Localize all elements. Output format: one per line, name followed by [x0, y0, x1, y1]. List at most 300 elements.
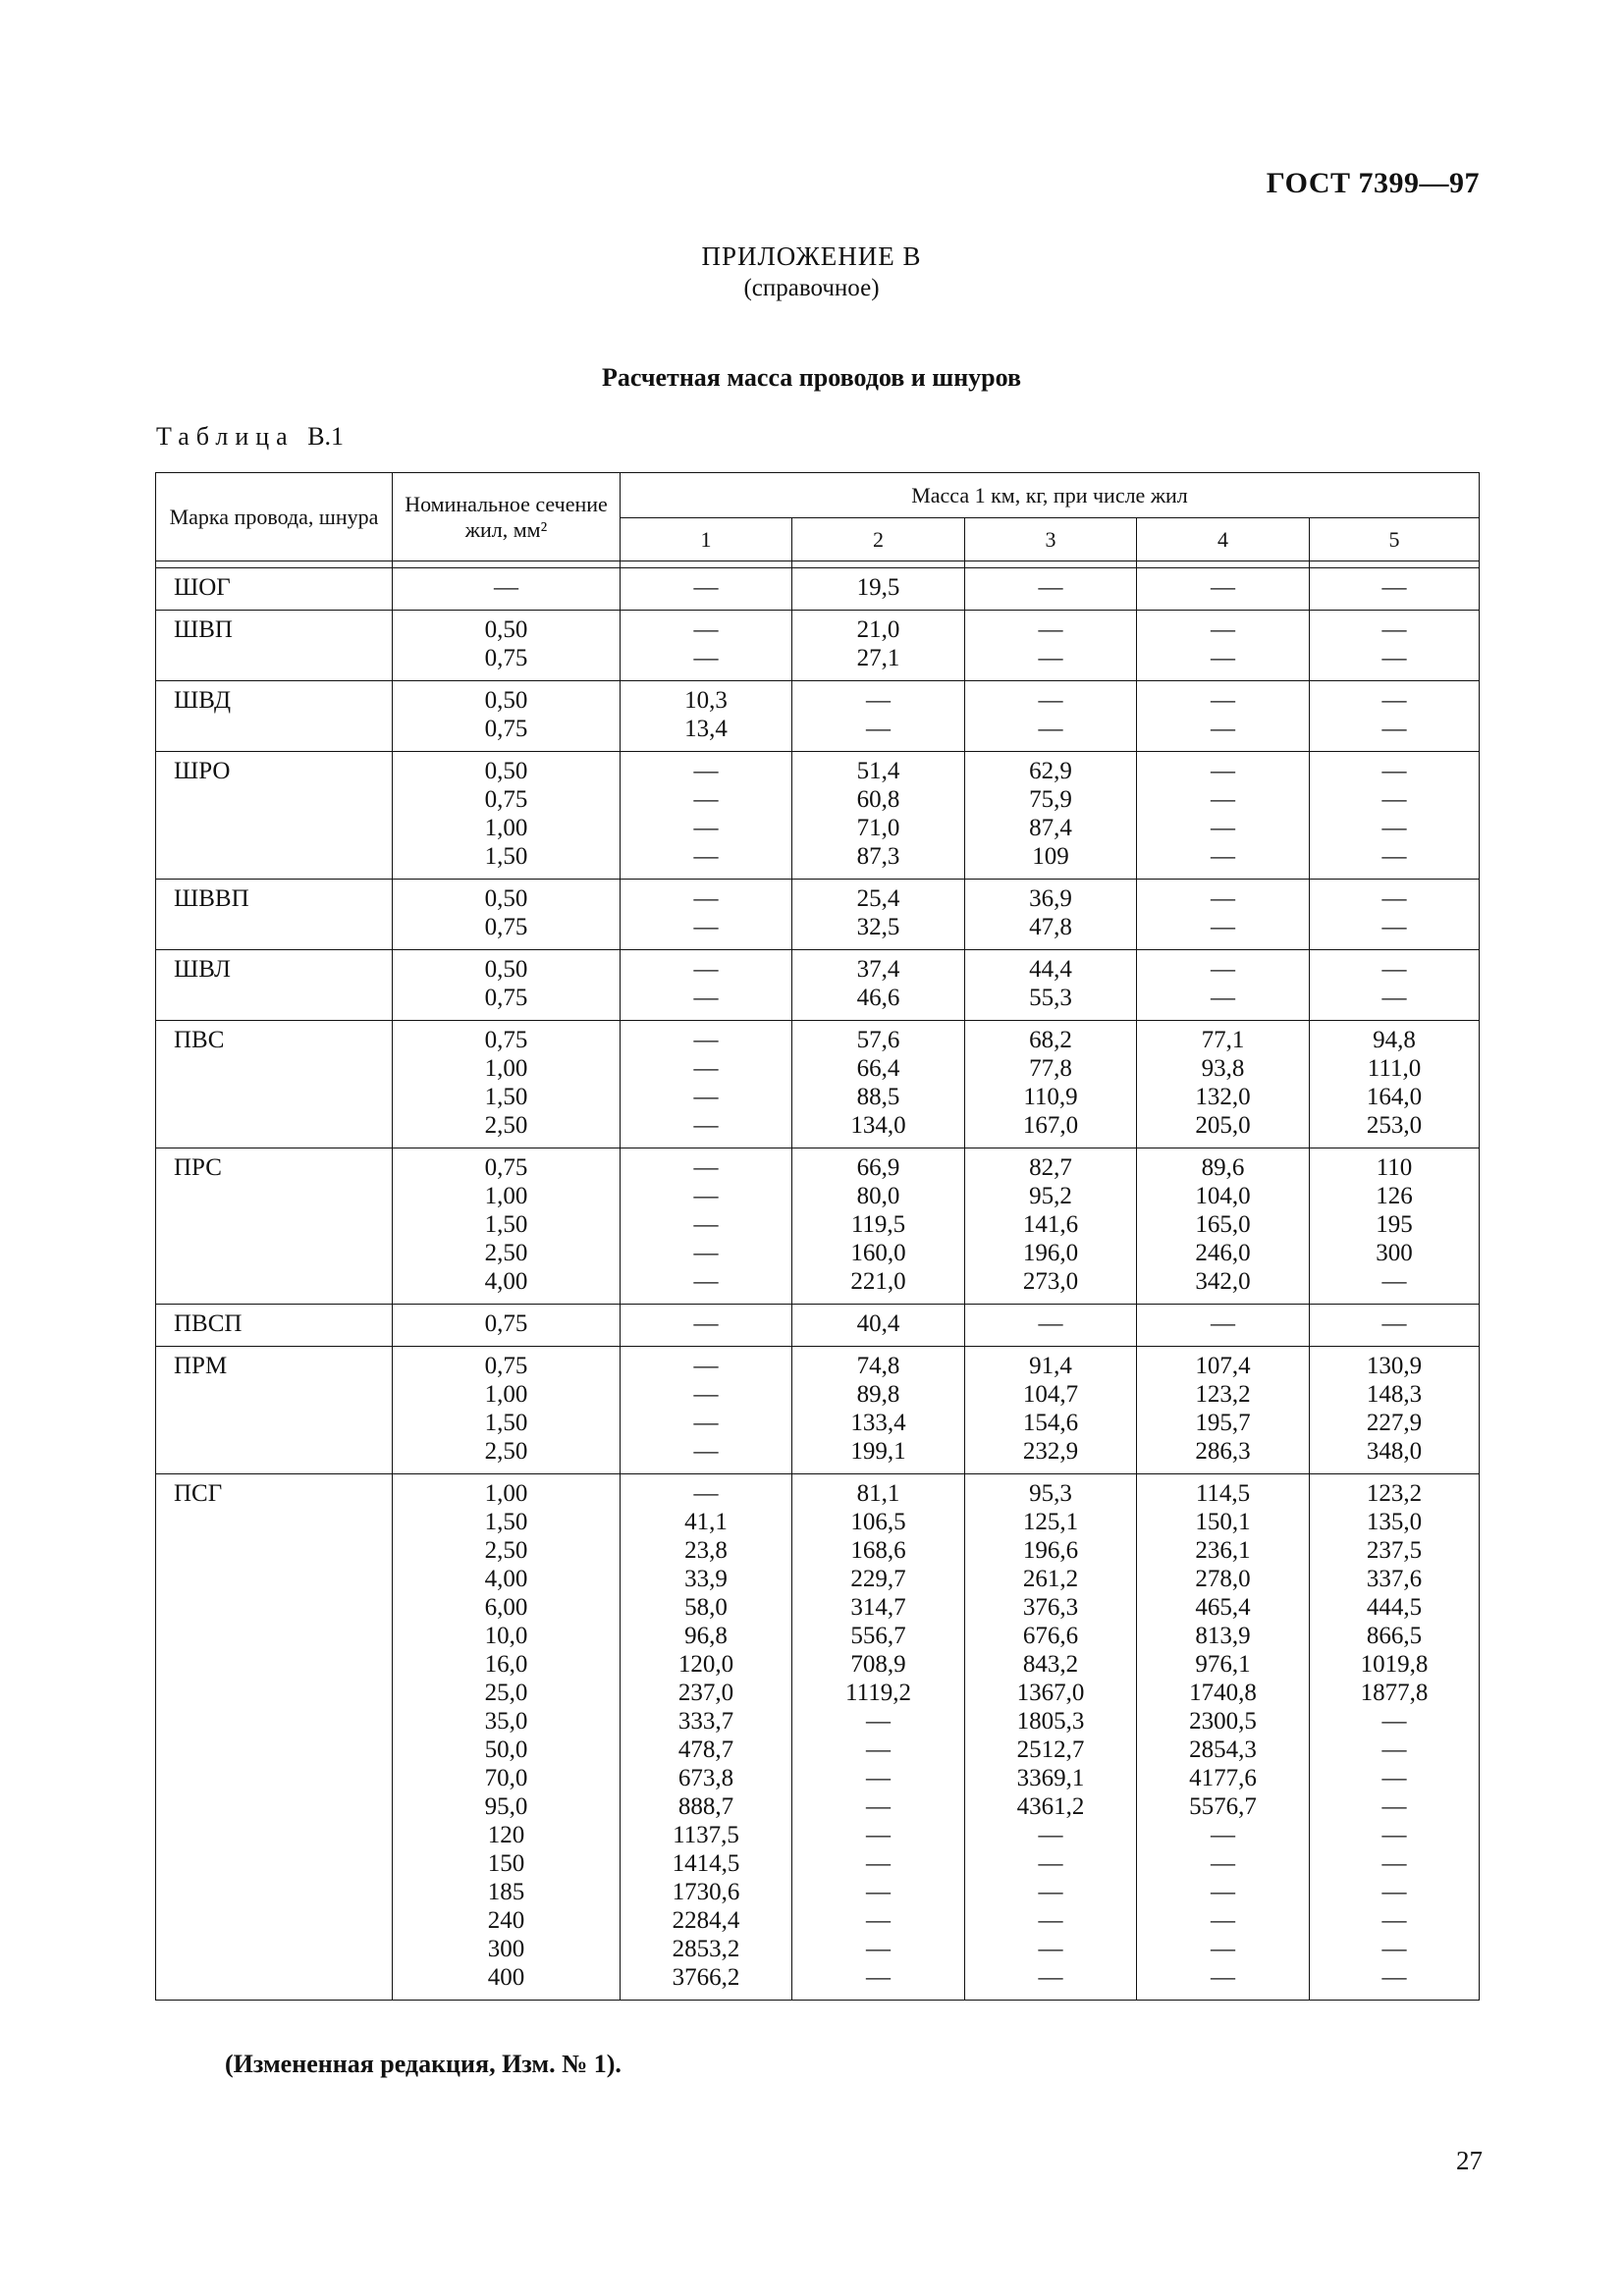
mass-value: 342,0 — [1195, 1268, 1251, 1295]
section-value: 0,75 — [484, 1353, 528, 1379]
mass-cell-c4 — [1137, 611, 1310, 681]
section-value: 1,50 — [484, 1410, 528, 1436]
mass-value: 888,7 — [677, 1793, 734, 1820]
mass-value: — — [1038, 1310, 1063, 1337]
section-cell — [393, 880, 621, 950]
mass-value: — — [1381, 1268, 1407, 1295]
mass-cell-c3 — [965, 1305, 1137, 1347]
mass-value: 94,8 — [1373, 1027, 1416, 1053]
mass-cell-c5 — [1310, 1021, 1480, 1148]
mass-value: 19,5 — [856, 574, 900, 601]
mass-cell-c1 — [621, 681, 792, 752]
mass-value: 27,1 — [856, 645, 900, 671]
mass-value: — — [1038, 1879, 1063, 1905]
mass-value: — — [1211, 1822, 1235, 1848]
section-value: 0,50 — [484, 758, 528, 784]
section-cell — [393, 1474, 621, 2001]
mass-value: — — [1038, 1964, 1063, 1991]
mass-value: — — [693, 1112, 719, 1139]
brand-cell: ПСГ — [156, 1474, 393, 2001]
table-row — [156, 880, 1480, 950]
mass-value: — — [866, 716, 891, 742]
section-value: 240 — [487, 1907, 525, 1934]
table-row — [156, 752, 1480, 880]
section-value: 6,00 — [484, 1594, 528, 1621]
brand-cell: ПРС — [156, 1148, 393, 1305]
mass-value: 4177,6 — [1189, 1765, 1257, 1791]
mass-cell-c1 — [621, 1305, 792, 1347]
mass-value: 55,3 — [1029, 985, 1072, 1011]
mass-value: — — [1211, 758, 1235, 784]
section-value: 1,50 — [484, 843, 528, 870]
mass-value: 843,2 — [1022, 1651, 1079, 1678]
mass-cell-c2 — [792, 568, 965, 611]
gap-cell — [965, 561, 1137, 568]
section-value: 1,00 — [484, 815, 528, 841]
mass-value: — — [1038, 716, 1063, 742]
mass-cell-c1 — [621, 568, 792, 611]
section-value: 150 — [487, 1850, 525, 1877]
mass-value: — — [693, 885, 719, 912]
table-caption-label: Таблица — [156, 422, 295, 451]
gap-cell — [1137, 561, 1310, 568]
gap-cell — [792, 561, 965, 568]
mass-value: 62,9 — [1029, 758, 1072, 784]
mass-cell-c3 — [965, 681, 1137, 752]
mass-value: — — [866, 1793, 891, 1820]
mass-cell-c4 — [1137, 1347, 1310, 1474]
mass-value: 123,2 — [1195, 1381, 1251, 1408]
mass-value: 134,0 — [850, 1112, 906, 1139]
mass-value: 300 — [1376, 1240, 1413, 1266]
mass-value: — — [1381, 914, 1407, 940]
mass-value: 95,2 — [1029, 1183, 1072, 1209]
mass-value: 227,9 — [1366, 1410, 1423, 1436]
mass-value: 125,1 — [1022, 1509, 1079, 1535]
mass-value: 2300,5 — [1189, 1708, 1257, 1735]
section-cell — [393, 752, 621, 880]
mass-value: — — [1381, 956, 1407, 983]
mass-value: 33,9 — [684, 1566, 728, 1592]
mass-cell-c2 — [792, 1347, 965, 1474]
page-number: 27 — [1456, 2146, 1483, 2175]
mass-value: 58,0 — [684, 1594, 728, 1621]
mass-value: — — [1381, 1736, 1407, 1763]
mass-value: 1877,8 — [1360, 1680, 1429, 1706]
mass-value: 278,0 — [1195, 1566, 1251, 1592]
mass-value: 71,0 — [856, 815, 900, 841]
gap-cell — [156, 561, 393, 568]
section-value: 0,50 — [484, 687, 528, 714]
section-value: 1,50 — [484, 1211, 528, 1238]
mass-value: 104,0 — [1195, 1183, 1251, 1209]
section-value: 185 — [487, 1879, 525, 1905]
mass-value: — — [1038, 1936, 1063, 1962]
mass-value: — — [1211, 716, 1235, 742]
mass-value: 40,4 — [856, 1310, 900, 1337]
mass-value: 110,9 — [1023, 1084, 1078, 1110]
mass-value: 221,0 — [850, 1268, 906, 1295]
mass-value: — — [1381, 616, 1407, 643]
mass-value: — — [1211, 815, 1235, 841]
mass-value: — — [1381, 1765, 1407, 1791]
mass-value: — — [1381, 1793, 1407, 1820]
mass-value: 23,8 — [684, 1537, 728, 1564]
mass-value: 229,7 — [850, 1566, 906, 1592]
header-brand: Марка провода, шнура — [156, 473, 393, 561]
mass-value: 813,9 — [1195, 1623, 1251, 1649]
section-value: 120 — [487, 1822, 525, 1848]
table-row — [156, 1474, 1480, 2001]
mass-cell-c3 — [965, 568, 1137, 611]
mass-cell-c5 — [1310, 880, 1480, 950]
mass-cell-c3 — [965, 1148, 1137, 1305]
mass-value: — — [1381, 1964, 1407, 1991]
mass-value: 81,1 — [856, 1480, 900, 1507]
mass-value: — — [1381, 1708, 1407, 1735]
mass-cell-c2 — [792, 611, 965, 681]
mass-value: — — [693, 1240, 719, 1266]
section-value: 0,50 — [484, 956, 528, 983]
section-value: 1,00 — [484, 1381, 528, 1408]
header-cores-5: 5 — [1310, 518, 1480, 561]
section-value: 0,50 — [484, 616, 528, 643]
mass-cell-c1 — [621, 1148, 792, 1305]
mass-value: — — [1381, 1822, 1407, 1848]
table-row — [156, 1021, 1480, 1148]
section-value: 0,75 — [484, 716, 528, 742]
mass-value: — — [1211, 1907, 1235, 1934]
section-cell — [393, 950, 621, 1021]
mass-value: — — [866, 1879, 891, 1905]
mass-value: 1119,2 — [845, 1680, 911, 1706]
brand-cell: ШВД — [156, 681, 393, 752]
mass-value: 51,4 — [856, 758, 900, 784]
mass-value: 119,5 — [850, 1211, 906, 1238]
mass-value: 237,5 — [1366, 1537, 1423, 1564]
mass-value: 107,4 — [1195, 1353, 1251, 1379]
mass-value: — — [1381, 885, 1407, 912]
mass-value: — — [1381, 985, 1407, 1011]
mass-value: — — [1038, 645, 1063, 671]
mass-value: 21,0 — [856, 616, 900, 643]
section-value: 70,0 — [484, 1765, 528, 1791]
mass-cell-c2 — [792, 950, 965, 1021]
section-value: 1,50 — [484, 1084, 528, 1110]
mass-value: 130,9 — [1366, 1353, 1423, 1379]
mass-cell-c1 — [621, 611, 792, 681]
mass-value: 80,0 — [856, 1183, 900, 1209]
mass-value: — — [1211, 985, 1235, 1011]
section-value: 400 — [487, 1964, 525, 1991]
mass-value: 1730,6 — [672, 1879, 740, 1905]
mass-cell-c5 — [1310, 752, 1480, 880]
header-cores-4: 4 — [1137, 518, 1310, 561]
table-row — [156, 611, 1480, 681]
gap-cell — [393, 561, 621, 568]
mass-value: 314,7 — [850, 1594, 906, 1621]
header-cores-1: 1 — [621, 518, 792, 561]
section-value: 25,0 — [484, 1680, 528, 1706]
mass-cell-c4 — [1137, 950, 1310, 1021]
mass-value: — — [693, 645, 719, 671]
mass-value: 708,9 — [850, 1651, 906, 1678]
mass-value: 2284,4 — [672, 1907, 740, 1934]
mass-cell-c1 — [621, 1474, 792, 2001]
section-value: 300 — [487, 1936, 525, 1962]
mass-value: 82,7 — [1029, 1154, 1072, 1181]
section-cell — [393, 1148, 621, 1305]
mass-cell-c4 — [1137, 1305, 1310, 1347]
mass-value: 110 — [1376, 1154, 1413, 1181]
mass-cell-c2 — [792, 1021, 965, 1148]
mass-cell-c5 — [1310, 950, 1480, 1021]
mass-value: 87,3 — [856, 843, 900, 870]
section-cell — [393, 1021, 621, 1148]
mass-value: — — [866, 1736, 891, 1763]
header-mass-group: Масса 1 км, кг, при числе жил — [621, 473, 1480, 518]
mass-value: 232,9 — [1022, 1438, 1079, 1465]
mass-cell-c2 — [792, 752, 965, 880]
mass-value: 1414,5 — [672, 1850, 740, 1877]
section-cell — [393, 681, 621, 752]
mass-value: 75,9 — [1029, 786, 1072, 813]
mass-value: 10,3 — [684, 687, 728, 714]
mass-value: 32,5 — [856, 914, 900, 940]
mass-value: 89,8 — [856, 1381, 900, 1408]
mass-value: — — [693, 1154, 719, 1181]
mass-value: 196,6 — [1022, 1537, 1079, 1564]
mass-value: — — [1211, 1850, 1235, 1877]
mass-value: — — [866, 1850, 891, 1877]
mass-value: 133,4 — [850, 1410, 906, 1436]
mass-value: — — [1211, 885, 1235, 912]
mass-value: 114,5 — [1195, 1480, 1251, 1507]
mass-value: — — [1381, 1936, 1407, 1962]
mass-cell-c4 — [1137, 1021, 1310, 1148]
brand-cell: ПРМ — [156, 1347, 393, 1474]
mass-value: — — [693, 914, 719, 940]
mass-value: — — [1038, 574, 1063, 601]
mass-value: 104,7 — [1022, 1381, 1079, 1408]
mass-value: 91,4 — [1029, 1353, 1072, 1379]
mass-value: 4361,2 — [1016, 1793, 1085, 1820]
appendix-type: (справочное) — [743, 275, 880, 301]
header-section: Номинальное сечение жил, мм² — [393, 473, 621, 561]
mass-value: 195,7 — [1195, 1410, 1251, 1436]
page-heading: Расчетная масса проводов и шнуров — [601, 363, 1022, 392]
mass-cell-c5 — [1310, 611, 1480, 681]
mass-value: 165,0 — [1195, 1211, 1251, 1238]
mass-value: — — [693, 956, 719, 983]
mass-value: 2854,3 — [1189, 1736, 1257, 1763]
table-body — [156, 568, 1480, 2001]
section-value: 4,00 — [484, 1268, 528, 1295]
section-value: 4,00 — [484, 1566, 528, 1592]
mass-value: — — [1211, 843, 1235, 870]
mass-value: — — [693, 985, 719, 1011]
mass-value: 25,4 — [856, 885, 900, 912]
section-value: 0,75 — [484, 1310, 528, 1337]
mass-value: — — [1038, 1850, 1063, 1877]
mass-value: 1367,0 — [1016, 1680, 1085, 1706]
section-value: 0,75 — [484, 985, 528, 1011]
appendix-title: ПРИЛОЖЕНИЕ В — [701, 241, 922, 271]
brand-cell: ШВЛ — [156, 950, 393, 1021]
mass-value: 376,3 — [1022, 1594, 1079, 1621]
mass-cell-c5 — [1310, 1148, 1480, 1305]
mass-value: 106,5 — [850, 1509, 906, 1535]
mass-value: 66,4 — [856, 1055, 900, 1082]
mass-value: 866,5 — [1366, 1623, 1423, 1649]
mass-cell-c3 — [965, 880, 1137, 950]
mass-value: — — [866, 1907, 891, 1934]
mass-value: — — [693, 1381, 719, 1408]
mass-value: — — [1381, 1879, 1407, 1905]
section-value: 2,50 — [484, 1112, 528, 1139]
mass-value: 167,0 — [1022, 1112, 1079, 1139]
mass-value: 1740,8 — [1189, 1680, 1257, 1706]
mass-value: 199,1 — [850, 1438, 906, 1465]
mass-value: 2512,7 — [1016, 1736, 1085, 1763]
mass-value: 13,4 — [684, 716, 728, 742]
mass-value: — — [1381, 786, 1407, 813]
mass-value: 89,6 — [1201, 1154, 1245, 1181]
header-cores-2: 2 — [792, 518, 965, 561]
section-value: 0,75 — [484, 1027, 528, 1053]
brand-cell: ШВВП — [156, 880, 393, 950]
mass-value: — — [693, 1211, 719, 1238]
mass-value: — — [693, 843, 719, 870]
mass-value: — — [693, 758, 719, 784]
mass-value: — — [1381, 843, 1407, 870]
section-value: 0,75 — [484, 1154, 528, 1181]
mass-value: — — [1211, 1964, 1235, 1991]
section-value: — — [494, 574, 518, 601]
mass-value: — — [866, 1964, 891, 1991]
mass-cell-c1 — [621, 752, 792, 880]
mass-value: — — [1381, 758, 1407, 784]
mass-value: — — [693, 1027, 719, 1053]
mass-value: 93,8 — [1201, 1055, 1245, 1082]
mass-value: 66,9 — [856, 1154, 900, 1181]
section-value: 2,50 — [484, 1438, 528, 1465]
mass-value: 253,0 — [1366, 1112, 1423, 1139]
mass-value: — — [1211, 1310, 1235, 1337]
mass-value: 444,5 — [1366, 1594, 1423, 1621]
mass-cell-c4 — [1137, 752, 1310, 880]
mass-value: — — [1211, 1879, 1235, 1905]
mass-value: 154,6 — [1022, 1410, 1079, 1436]
mass-cell-c2 — [792, 1305, 965, 1347]
brand-cell: ШРО — [156, 752, 393, 880]
mass-value: — — [866, 1765, 891, 1791]
mass-value: 236,1 — [1195, 1537, 1251, 1564]
mass-value: — — [1381, 1907, 1407, 1934]
section-value: 2,50 — [484, 1240, 528, 1266]
mass-value: — — [1038, 616, 1063, 643]
mass-value: 1805,3 — [1016, 1708, 1085, 1735]
mass-value: 132,0 — [1195, 1084, 1251, 1110]
mass-value: 1137,5 — [673, 1822, 739, 1848]
mass-value: — — [866, 1822, 891, 1848]
mass-value: 148,3 — [1366, 1381, 1423, 1408]
mass-value: 44,4 — [1029, 956, 1072, 983]
mass-cell-c4 — [1137, 568, 1310, 611]
mass-value: 120,0 — [677, 1651, 734, 1678]
mass-cell-c1 — [621, 950, 792, 1021]
footnote: (Измененная редакция, Изм. № 1). — [225, 2050, 622, 2078]
mass-value: 2853,2 — [672, 1936, 740, 1962]
mass-cell-c5 — [1310, 1474, 1480, 2001]
brand-cell: ПВСП — [156, 1305, 393, 1347]
mass-value: — — [1211, 786, 1235, 813]
table-caption — [156, 422, 344, 452]
mass-value: 168,6 — [850, 1537, 906, 1564]
mass-value: — — [1381, 574, 1407, 601]
section-value: 1,00 — [484, 1183, 528, 1209]
mass-cell-c4 — [1137, 880, 1310, 950]
mass-cell-c3 — [965, 1021, 1137, 1148]
mass-value: — — [1211, 956, 1235, 983]
mass-value: 3766,2 — [672, 1964, 740, 1991]
table-row — [156, 1148, 1480, 1305]
mass-value: 87,4 — [1029, 815, 1072, 841]
mass-value: 676,6 — [1022, 1623, 1079, 1649]
mass-cell-c1 — [621, 1347, 792, 1474]
mass-value: 123,2 — [1366, 1480, 1423, 1507]
brand-cell: ШОГ — [156, 568, 393, 611]
mass-value: — — [693, 815, 719, 841]
mass-value: 196,0 — [1022, 1240, 1079, 1266]
mass-value: 286,3 — [1195, 1438, 1251, 1465]
table-row — [156, 1305, 1480, 1347]
mass-value: — — [1381, 1310, 1407, 1337]
mass-value: — — [693, 1183, 719, 1209]
mass-value: — — [1038, 1907, 1063, 1934]
mass-value: 77,1 — [1201, 1027, 1245, 1053]
table-caption-number: В.1 — [307, 422, 345, 451]
table-row — [156, 681, 1480, 752]
mass-value: 246,0 — [1195, 1240, 1251, 1266]
mass-value: — — [1381, 687, 1407, 714]
mass-value: — — [1381, 815, 1407, 841]
mass-cell-c2 — [792, 1148, 965, 1305]
mass-value: 333,7 — [677, 1708, 734, 1735]
section-value: 1,00 — [484, 1055, 528, 1082]
mass-value: 478,7 — [677, 1736, 734, 1763]
mass-value: — — [1211, 687, 1235, 714]
section-value: 0,75 — [484, 786, 528, 813]
mass-cell-c2 — [792, 880, 965, 950]
mass-cell-c2 — [792, 1474, 965, 2001]
section-value: 0,50 — [484, 885, 528, 912]
mass-value: 95,3 — [1029, 1480, 1072, 1507]
section-cell — [393, 611, 621, 681]
mass-value: — — [1038, 1822, 1063, 1848]
mass-value: 976,1 — [1195, 1651, 1251, 1678]
mass-cell-c1 — [621, 1021, 792, 1148]
mass-cell-c4 — [1137, 1474, 1310, 2001]
mass-value: 164,0 — [1366, 1084, 1423, 1110]
mass-cell-c1 — [621, 880, 792, 950]
table-row — [156, 950, 1480, 1021]
mass-value: 465,4 — [1195, 1594, 1251, 1621]
mass-value: 60,8 — [856, 786, 900, 813]
mass-value: 111,0 — [1367, 1055, 1422, 1082]
mass-value: — — [693, 1353, 719, 1379]
mass-value: 261,2 — [1022, 1566, 1079, 1592]
